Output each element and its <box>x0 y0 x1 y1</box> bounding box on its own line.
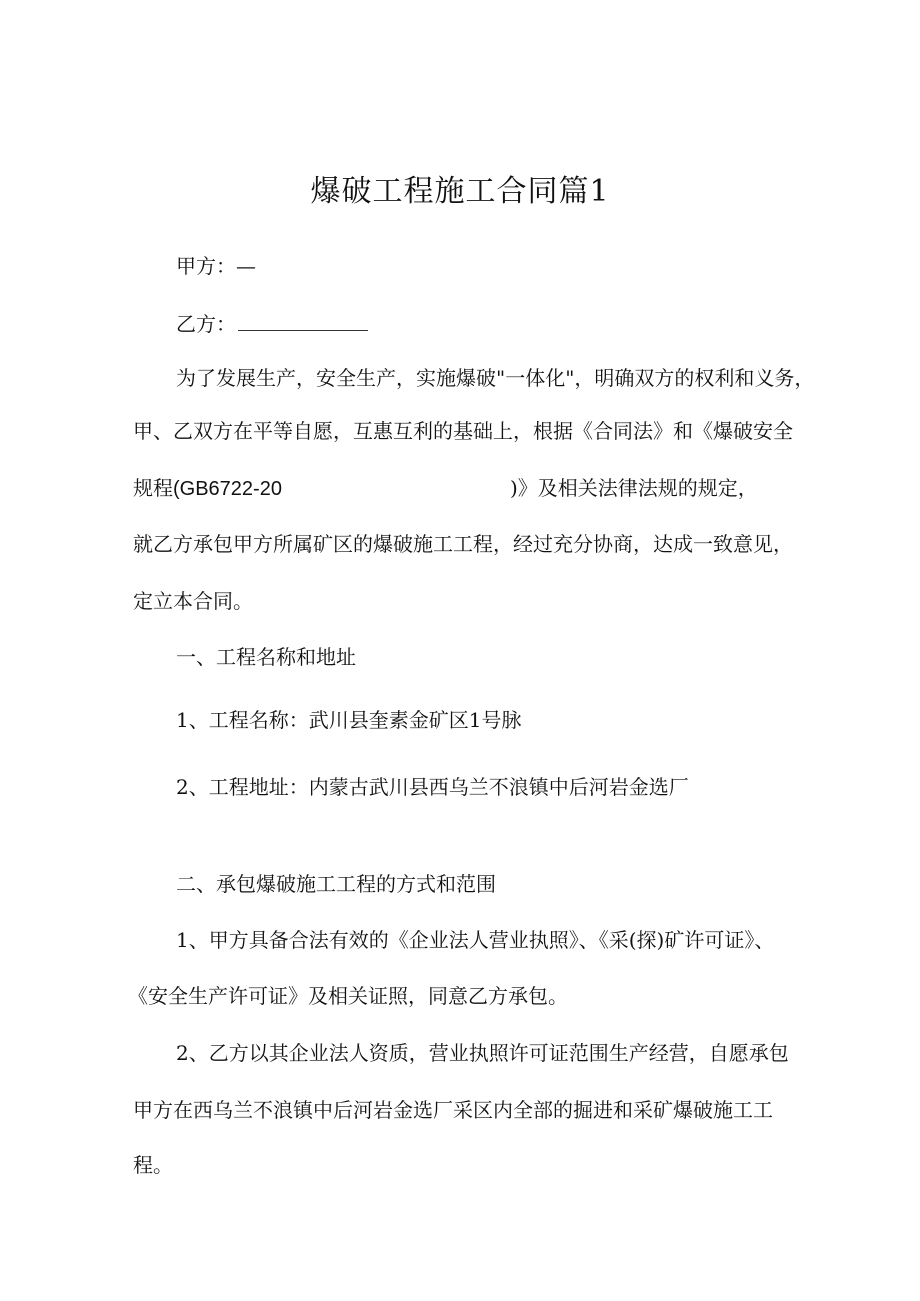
preamble-line-4: 就乙方承包甲方所属矿区的爆破施工工程，经过充分协商，达成一致意见， <box>133 532 793 556</box>
section-1-heading: 一、工程名称和地址 <box>176 645 356 669</box>
preamble-line-3 <box>133 476 758 501</box>
preamble-line-5: 定立本合同。 <box>133 589 253 613</box>
party-a-value: — <box>236 254 256 278</box>
preamble-line-1: 为了发展生产，安全生产，实施爆破"一体化"，明确双方的权利和义务， <box>176 366 815 390</box>
section-2-item-1-line-2: 《安全生产许可证》及相关证照，同意乙方承包。 <box>128 984 568 1008</box>
party-b-blank <box>238 312 368 331</box>
section-1-item-2: 2、工程地址：内蒙古武川县西乌兰不浪镇中后河岩金选厂 <box>176 775 689 799</box>
section-1-item-1: 1、工程名称：武川县奎素金矿区1号脉 <box>176 708 522 732</box>
party-b-label: 乙方： <box>176 312 236 336</box>
preamble-line-3-part-a: 规程(GB6722-20 <box>133 478 282 500</box>
preamble-line-2: 甲、乙双方在平等自愿，互惠互利的基础上，根据《合同法》和《爆破安全 <box>133 419 793 443</box>
section-2-item-2-line-1: 2、乙方以其企业法人资质，营业执照许可证范围生产经营，自愿承包 <box>176 1041 789 1065</box>
document-title: 爆破工程施工合同篇1 <box>310 174 610 209</box>
section-2-item-1-line-1: 1、甲方具备合法有效的《企业法人营业执照》、《采(探)矿许可证》、 <box>176 928 775 952</box>
section-2-item-2-line-3: 程。 <box>133 1153 173 1177</box>
party-a-label: 甲方： <box>176 254 236 278</box>
party-a-line <box>176 254 256 278</box>
preamble-line-3-part-b: )》及相关法律法规的规定， <box>509 476 758 500</box>
section-2-item-2-line-2: 甲方在西乌兰不浪镇中后河岩金选厂采区内全部的掘进和采矿爆破施工工 <box>133 1098 773 1122</box>
section-2-heading: 二、承包爆破施工工程的方式和范围 <box>176 872 496 896</box>
party-b-line <box>176 312 368 336</box>
